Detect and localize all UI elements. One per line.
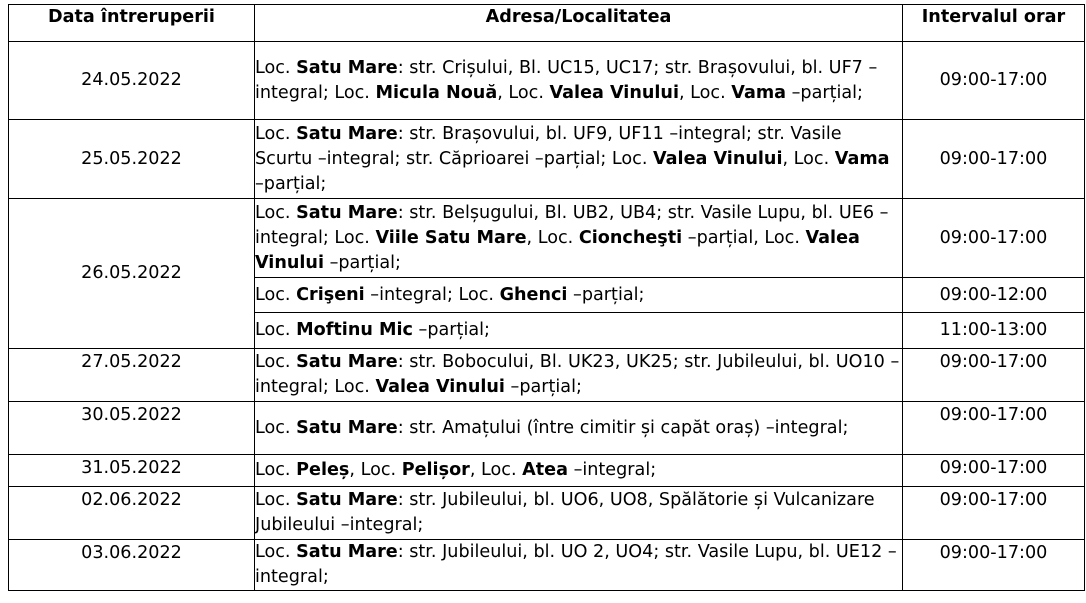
locality-name: Vama (731, 82, 787, 103)
address-cell (255, 540, 903, 591)
locality-name: Satu Mare (296, 542, 398, 562)
address-text: Loc. (255, 542, 297, 562)
address-text: : str. Belșugului, Bl. UB2, UB4; str. Vasile Lupu, bl. UE6 –integral; Loc. (255, 202, 889, 248)
address-cell (255, 42, 903, 120)
locality-name: Peleș (296, 460, 350, 480)
locality-name: Ghenci (499, 284, 568, 305)
date-cell: 03.06.2022 (9, 540, 255, 591)
address-text: Loc. (255, 123, 297, 144)
table-header-row (9, 5, 1085, 42)
address-text: Loc. (255, 202, 297, 223)
header-interval: Intervalul orar (903, 5, 1085, 42)
address-text: , Loc. (469, 460, 523, 480)
locality-name: Valea Vinului (549, 82, 679, 103)
date-cell: 27.05.2022 (9, 349, 255, 402)
table-row (9, 120, 1085, 199)
address-cell (255, 120, 903, 199)
interval-cell: 09:00-17:00 (903, 402, 1085, 455)
table-row (9, 540, 1085, 591)
locality-name: Satu Mare (296, 490, 398, 510)
address-text: , Loc. (526, 227, 579, 248)
address-text: –integral; (567, 460, 657, 480)
locality-name: Satu Mare (296, 352, 398, 372)
address-cell (255, 349, 903, 402)
address-text: , Loc. (497, 82, 550, 103)
locality-name: Valea Vinului (375, 377, 505, 397)
address-text: : str. Jubileului, bl. UO6, UO8, Spălătorie și Vulcanizare Jubileului –integral; (255, 490, 875, 535)
address-text: Loc. (255, 320, 297, 340)
address-cell (255, 487, 903, 540)
address-text: –parțial; (504, 377, 582, 397)
address-text: –integral; Loc. (364, 284, 500, 305)
address-text: , Loc. (678, 82, 732, 103)
address-text: , Loc. (349, 460, 402, 480)
locality-name: Vama (834, 148, 890, 169)
address-cell (255, 455, 903, 487)
table-row (9, 455, 1085, 487)
address-text: : str. Brașovului, bl. UF9, UF11 –integral; str. Vasile Scurtu –integral; str. Căprioarei –parțial; Loc. (255, 123, 842, 169)
locality-name: Moftinu Mic (296, 320, 413, 340)
header-address: Adresa/Localitatea (255, 5, 903, 42)
address-text: : str. Crișului, Bl. UC15, UC17; str. Brașovului, bl. UF7 –integral; Loc. (255, 57, 878, 103)
locality-name: Viile Satu Mare (375, 227, 527, 248)
outage-schedule-table (8, 4, 1085, 591)
address-text: : str. Jubileului, bl. UO 2, UO4; str. Vasile Lupu, bl. UE12 –integral; (255, 542, 897, 587)
table-row (9, 349, 1085, 402)
address-text: Loc. (255, 57, 297, 78)
date-cell: 25.05.2022 (9, 120, 255, 199)
address-text: Loc. (255, 460, 297, 480)
locality-name: Satu Mare (296, 123, 398, 144)
locality-name: Crişeni (296, 284, 365, 305)
address-text: , Loc. (782, 148, 835, 169)
interval-cell: 09:00-17:00 (903, 199, 1085, 278)
interval-cell: 09:00-12:00 (903, 278, 1085, 313)
address-text: Loc. (255, 490, 297, 510)
table-row (9, 199, 1085, 278)
locality-name: Satu Mare (296, 57, 398, 78)
interval-cell: 11:00-13:00 (903, 313, 1085, 349)
address-cell (255, 402, 903, 455)
locality-name: Atea (522, 460, 568, 480)
interval-cell: 09:00-17:00 (903, 540, 1085, 591)
table-row (9, 42, 1085, 120)
interval-cell: 09:00-17:00 (903, 120, 1085, 199)
date-cell: 31.05.2022 (9, 455, 255, 487)
locality-name: Valea Vinului (255, 227, 860, 273)
interval-cell: 09:00-17:00 (903, 42, 1085, 120)
interval-cell: 09:00-17:00 (903, 455, 1085, 487)
address-text: –parțial; (323, 252, 401, 273)
address-text: : str. Bobocului, Bl. UK23, UK25; str. Jubileului, bl. UO10 –integral; Loc. (255, 352, 900, 397)
locality-name: Micula Nouă (375, 82, 498, 103)
address-cell (255, 199, 903, 278)
interval-cell: 09:00-17:00 (903, 487, 1085, 540)
address-text: : str. Amațului (între cimitir și capăt oraș) –integral; (397, 417, 849, 438)
locality-name: Satu Mare (296, 202, 398, 223)
address-text: –parțial, Loc. (682, 227, 806, 248)
header-date: Data întreruperii (9, 5, 255, 42)
address-text: –parțial; (786, 82, 863, 103)
date-cell: 24.05.2022 (9, 42, 255, 120)
address-text: Loc. (255, 284, 297, 305)
locality-name: Satu Mare (296, 417, 398, 438)
address-text: Loc. (255, 417, 297, 438)
address-text: –parțial; (255, 173, 327, 194)
table-row (9, 487, 1085, 540)
locality-name: Valea Vinului (653, 148, 783, 169)
table-row (9, 402, 1085, 455)
address-cell (255, 313, 903, 349)
interval-cell: 09:00-17:00 (903, 349, 1085, 402)
date-cell: 02.06.2022 (9, 487, 255, 540)
date-cell: 26.05.2022 (9, 199, 255, 349)
address-text: –parțial; (567, 284, 645, 305)
address-text: Loc. (255, 352, 297, 372)
locality-name: Pelișor (401, 460, 470, 480)
date-cell: 30.05.2022 (9, 402, 255, 455)
address-cell (255, 278, 903, 313)
address-text: –parțial; (412, 320, 490, 340)
locality-name: Cioncheşti (578, 227, 683, 248)
